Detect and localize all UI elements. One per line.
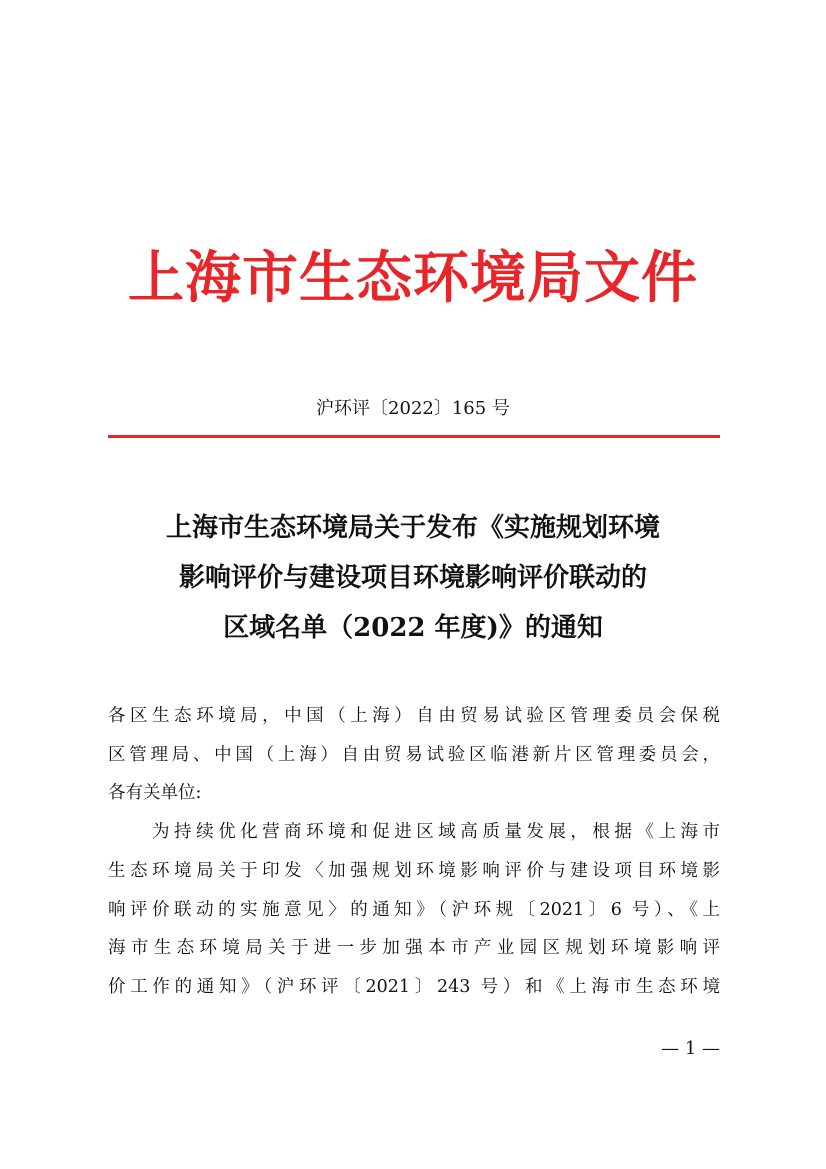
page-number: — 1 —: [661, 1038, 720, 1059]
paragraph-line: 响评价联动的实施意见〉的通知》（沪环规〔2021〕6 号）、《上: [108, 899, 720, 920]
paragraph-line: 价工作的通知》（沪环评〔2021〕243 号）和《上海市生态环境: [108, 976, 720, 997]
notice-title-line: 影响评价与建设项目环境影响评价联动的: [178, 563, 647, 593]
notice-title-line: 上海市生态环境局关于发布《实施规划环境: [165, 513, 660, 543]
addressee-line: 各有关单位:: [108, 783, 202, 804]
addressee-line: 区管理局、中国（上海）自由贸易试验区临港新片区管理委员会，: [108, 744, 720, 765]
paragraph-line: 为持续优化营商环境和促进区域高质量发展，根据《上海市: [108, 822, 720, 843]
issuing-authority-title: 上海市生态环境局文件: [128, 245, 698, 311]
notice-title: [90, 503, 736, 653]
paragraph-line: 生态环境局关于印发〈加强规划环境影响评价与建设项目环境影: [108, 860, 720, 881]
notice-title-line: 区域名单（2022 年度)》的通知: [223, 613, 603, 643]
addressee-line: 各区生态环境局，中国（上海）自由贸易试验区管理委员会保税: [108, 706, 720, 726]
body-text: [108, 697, 720, 1007]
red-divider-line: [108, 435, 720, 438]
paragraph-line: 海市生态环境局关于进一步加强本市产业园区规划环境影响评: [108, 938, 720, 959]
document-number: 沪环评〔2022〕165 号: [316, 398, 510, 419]
